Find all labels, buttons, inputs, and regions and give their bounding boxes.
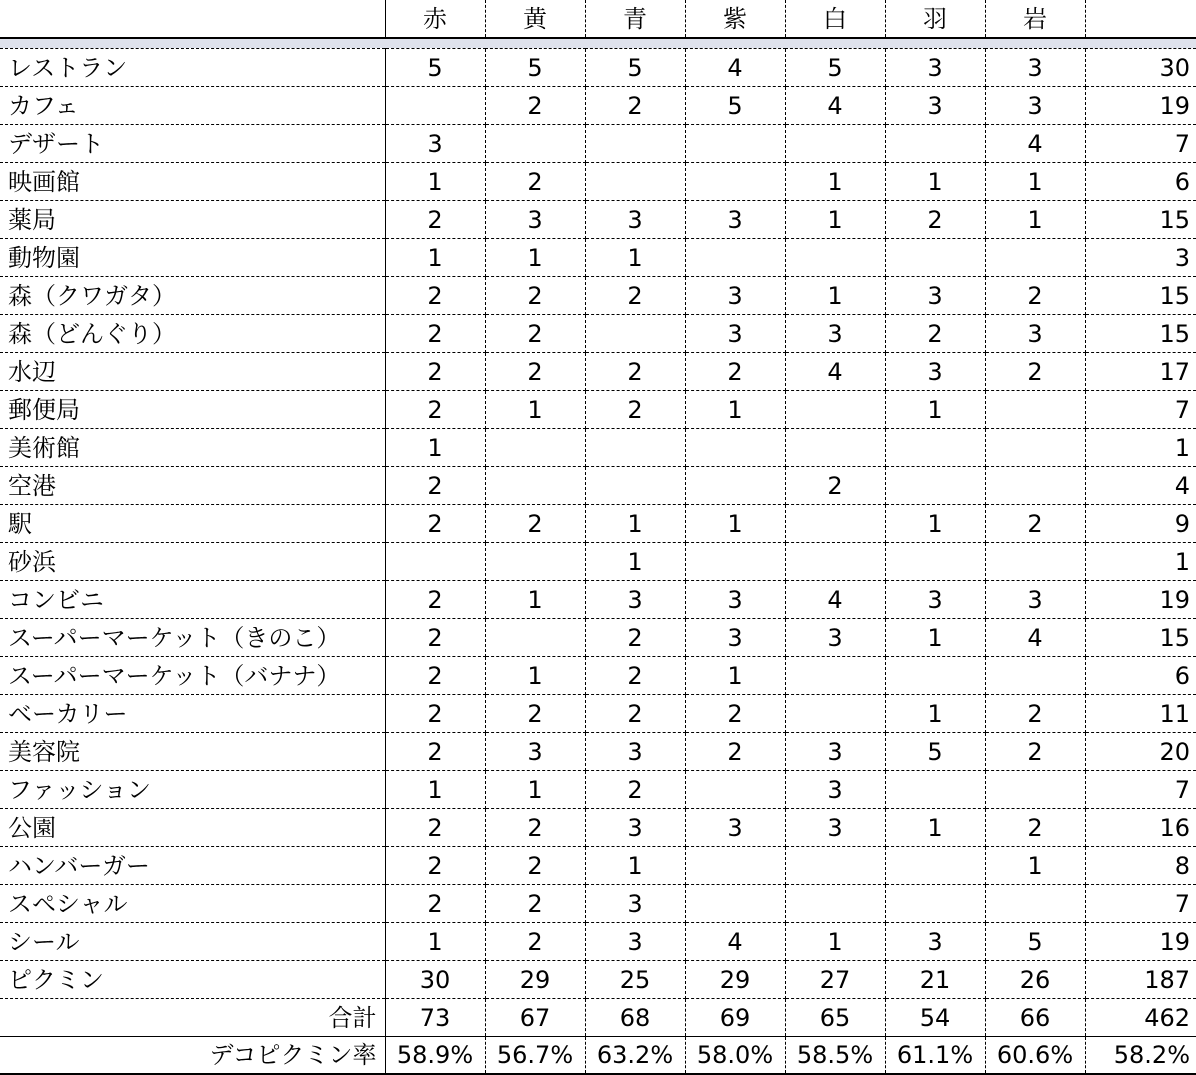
- row-label: 公園: [0, 809, 385, 847]
- value-cell: [985, 429, 1085, 467]
- value-cell: 2: [485, 315, 585, 353]
- row-total: 6: [1085, 657, 1196, 695]
- value-cell: 5: [985, 923, 1085, 961]
- value-cell: 2: [585, 619, 685, 657]
- value-cell: 1: [685, 657, 785, 695]
- table-row: [0, 277, 1196, 315]
- value-cell: [685, 163, 785, 201]
- row-label: 美容院: [0, 733, 385, 771]
- value-cell: 2: [985, 353, 1085, 391]
- value-cell: 2: [485, 885, 585, 923]
- value-cell: 3: [785, 771, 885, 809]
- value-cell: 27: [785, 961, 885, 999]
- row-total: 17: [1085, 353, 1196, 391]
- row-label: レストラン: [0, 49, 385, 87]
- value-cell: [785, 505, 885, 543]
- value-cell: 2: [385, 809, 485, 847]
- value-cell: 2: [585, 657, 685, 695]
- value-cell: 2: [985, 505, 1085, 543]
- value-cell: 5: [785, 49, 885, 87]
- value-cell: 1: [485, 239, 585, 277]
- header-divider: [0, 38, 1196, 49]
- value-cell: [985, 239, 1085, 277]
- value-cell: [485, 619, 585, 657]
- value-cell: 2: [585, 277, 685, 315]
- value-cell: 3: [885, 923, 985, 961]
- value-cell: [685, 847, 785, 885]
- value-cell: [685, 885, 785, 923]
- header-label-cell: [0, 0, 385, 38]
- value-cell: 2: [985, 277, 1085, 315]
- value-cell: 2: [385, 467, 485, 505]
- value-cell: [885, 657, 985, 695]
- value-cell: [485, 125, 585, 163]
- table-row: [0, 619, 1196, 657]
- value-cell: [885, 771, 985, 809]
- value-cell: [985, 467, 1085, 505]
- row-label: デザート: [0, 125, 385, 163]
- row-total: 19: [1085, 87, 1196, 125]
- row-label: 駅: [0, 505, 385, 543]
- value-cell: 1: [585, 543, 685, 581]
- value-cell: 5: [585, 49, 685, 87]
- row-label: コンビニ: [0, 581, 385, 619]
- value-cell: 1: [985, 163, 1085, 201]
- value-cell: [785, 391, 885, 429]
- value-cell: [885, 429, 985, 467]
- header-column: 白: [785, 0, 885, 38]
- value-cell: 4: [785, 581, 885, 619]
- value-cell: 65: [785, 999, 885, 1037]
- value-cell: 5: [885, 733, 985, 771]
- table-row: [0, 809, 1196, 847]
- value-cell: 29: [485, 961, 585, 999]
- value-cell: [885, 543, 985, 581]
- row-total: 16: [1085, 809, 1196, 847]
- row-label: 空港: [0, 467, 385, 505]
- value-cell: 2: [985, 733, 1085, 771]
- value-cell: 3: [585, 809, 685, 847]
- value-cell: 2: [485, 809, 585, 847]
- row-total: 187: [1085, 961, 1196, 999]
- value-cell: [785, 847, 885, 885]
- table-row: [0, 847, 1196, 885]
- table-row: [0, 657, 1196, 695]
- value-cell: 4: [785, 353, 885, 391]
- value-cell: 1: [985, 847, 1085, 885]
- value-cell: [785, 543, 885, 581]
- sum-row: [0, 999, 1196, 1037]
- divider-band: [0, 38, 1196, 49]
- table-row: [0, 543, 1196, 581]
- row-total: 19: [1085, 923, 1196, 961]
- value-cell: 3: [885, 87, 985, 125]
- value-cell: 2: [385, 505, 485, 543]
- table-row: [0, 885, 1196, 923]
- value-cell: 63.2%: [585, 1037, 685, 1075]
- table-row: [0, 201, 1196, 239]
- value-cell: 58.0%: [685, 1037, 785, 1075]
- value-cell: 3: [685, 201, 785, 239]
- row-label: 森（クワガタ）: [0, 277, 385, 315]
- row-total: 20: [1085, 733, 1196, 771]
- table-row: [0, 391, 1196, 429]
- value-cell: 1: [885, 505, 985, 543]
- value-cell: [985, 391, 1085, 429]
- table-row: [0, 163, 1196, 201]
- value-cell: 5: [485, 49, 585, 87]
- table-header: [0, 0, 1196, 38]
- header-total-cell: [1085, 0, 1196, 38]
- value-cell: 1: [885, 695, 985, 733]
- value-cell: 29: [685, 961, 785, 999]
- value-cell: [785, 429, 885, 467]
- value-cell: 73: [385, 999, 485, 1037]
- value-cell: 2: [885, 315, 985, 353]
- table-row: [0, 467, 1196, 505]
- value-cell: 3: [485, 201, 585, 239]
- value-cell: 2: [685, 733, 785, 771]
- row-label: 合計: [0, 999, 385, 1037]
- value-cell: 2: [685, 695, 785, 733]
- value-cell: 1: [785, 201, 885, 239]
- value-cell: 2: [385, 315, 485, 353]
- value-cell: 3: [685, 315, 785, 353]
- value-cell: [585, 163, 685, 201]
- value-cell: 3: [785, 733, 885, 771]
- value-cell: 58.9%: [385, 1037, 485, 1075]
- value-cell: 61.1%: [885, 1037, 985, 1075]
- value-cell: 3: [585, 885, 685, 923]
- row-label: 映画館: [0, 163, 385, 201]
- row-total: 11: [1085, 695, 1196, 733]
- value-cell: 1: [485, 657, 585, 695]
- value-cell: 4: [985, 619, 1085, 657]
- value-cell: [685, 429, 785, 467]
- row-total: 462: [1085, 999, 1196, 1037]
- table-row: [0, 505, 1196, 543]
- table-row: [0, 923, 1196, 961]
- value-cell: [385, 543, 485, 581]
- row-label: デコピクミン率: [0, 1037, 385, 1075]
- row-total: 3: [1085, 239, 1196, 277]
- value-cell: 2: [485, 695, 585, 733]
- table-row: [0, 961, 1196, 999]
- value-cell: 3: [985, 581, 1085, 619]
- value-cell: 4: [985, 125, 1085, 163]
- row-label: スペシャル: [0, 885, 385, 923]
- row-total: 7: [1085, 885, 1196, 923]
- value-cell: 3: [585, 733, 685, 771]
- header-column: 青: [585, 0, 685, 38]
- value-cell: [685, 239, 785, 277]
- value-cell: 1: [485, 581, 585, 619]
- value-cell: 3: [685, 619, 785, 657]
- row-total: 58.2%: [1085, 1037, 1196, 1075]
- value-cell: 3: [785, 619, 885, 657]
- value-cell: 2: [585, 391, 685, 429]
- value-cell: 30: [385, 961, 485, 999]
- row-label: 薬局: [0, 201, 385, 239]
- value-cell: 1: [385, 239, 485, 277]
- row-total: 30: [1085, 49, 1196, 87]
- value-cell: 3: [585, 201, 685, 239]
- value-cell: [885, 467, 985, 505]
- value-cell: 3: [785, 809, 885, 847]
- value-cell: 3: [985, 87, 1085, 125]
- value-cell: [985, 771, 1085, 809]
- header-column: 岩: [985, 0, 1085, 38]
- value-cell: 69: [685, 999, 785, 1037]
- value-cell: [685, 543, 785, 581]
- header-column: 黄: [485, 0, 585, 38]
- value-cell: 2: [585, 771, 685, 809]
- value-cell: 1: [385, 771, 485, 809]
- table-row: [0, 353, 1196, 391]
- value-cell: [485, 467, 585, 505]
- value-cell: 3: [485, 733, 585, 771]
- row-label: 美術館: [0, 429, 385, 467]
- table-row: [0, 87, 1196, 125]
- value-cell: 1: [885, 391, 985, 429]
- value-cell: 21: [885, 961, 985, 999]
- value-cell: [885, 125, 985, 163]
- value-cell: 2: [585, 695, 685, 733]
- value-cell: [785, 885, 885, 923]
- value-cell: 2: [985, 695, 1085, 733]
- row-total: 6: [1085, 163, 1196, 201]
- value-cell: 2: [985, 809, 1085, 847]
- value-cell: 3: [885, 49, 985, 87]
- value-cell: [585, 125, 685, 163]
- value-cell: 4: [785, 87, 885, 125]
- value-cell: 1: [385, 923, 485, 961]
- value-cell: [585, 429, 685, 467]
- value-cell: 3: [885, 277, 985, 315]
- value-cell: 1: [885, 809, 985, 847]
- row-total: 7: [1085, 391, 1196, 429]
- row-total: 4: [1085, 467, 1196, 505]
- value-cell: 3: [585, 581, 685, 619]
- value-cell: 4: [685, 49, 785, 87]
- row-label: 動物園: [0, 239, 385, 277]
- value-cell: 1: [485, 771, 585, 809]
- value-cell: 2: [385, 695, 485, 733]
- value-cell: 2: [385, 581, 485, 619]
- value-cell: 2: [385, 391, 485, 429]
- row-total: 19: [1085, 581, 1196, 619]
- value-cell: 1: [885, 619, 985, 657]
- value-cell: [385, 87, 485, 125]
- table-row: [0, 695, 1196, 733]
- value-cell: 66: [985, 999, 1085, 1037]
- header-column: 羽: [885, 0, 985, 38]
- value-cell: 1: [585, 505, 685, 543]
- value-cell: 2: [385, 847, 485, 885]
- value-cell: 2: [585, 353, 685, 391]
- row-label: ピクミン: [0, 961, 385, 999]
- value-cell: 1: [385, 163, 485, 201]
- value-cell: 67: [485, 999, 585, 1037]
- value-cell: 3: [685, 809, 785, 847]
- value-cell: 2: [385, 733, 485, 771]
- value-cell: 56.7%: [485, 1037, 585, 1075]
- table-row: [0, 125, 1196, 163]
- value-cell: 5: [385, 49, 485, 87]
- value-cell: [885, 847, 985, 885]
- table-body: [0, 49, 1196, 1075]
- value-cell: 2: [485, 847, 585, 885]
- value-cell: 2: [485, 505, 585, 543]
- value-cell: [685, 125, 785, 163]
- value-cell: 2: [385, 277, 485, 315]
- value-cell: 3: [785, 315, 885, 353]
- row-label: カフェ: [0, 87, 385, 125]
- header-row: [0, 0, 1196, 38]
- value-cell: [585, 315, 685, 353]
- row-total: 8: [1085, 847, 1196, 885]
- value-cell: [785, 125, 885, 163]
- value-cell: [885, 885, 985, 923]
- header-column: 紫: [685, 0, 785, 38]
- row-label: ファッション: [0, 771, 385, 809]
- row-total: 7: [1085, 125, 1196, 163]
- value-cell: 3: [685, 277, 785, 315]
- value-cell: 1: [885, 163, 985, 201]
- row-label: 水辺: [0, 353, 385, 391]
- value-cell: 3: [985, 49, 1085, 87]
- row-label: ベーカリー: [0, 695, 385, 733]
- row-label: 砂浜: [0, 543, 385, 581]
- row-label: シール: [0, 923, 385, 961]
- value-cell: [585, 467, 685, 505]
- value-cell: 68: [585, 999, 685, 1037]
- value-cell: 54: [885, 999, 985, 1037]
- table-row: [0, 429, 1196, 467]
- value-cell: [485, 543, 585, 581]
- value-cell: 3: [385, 125, 485, 163]
- value-cell: 4: [685, 923, 785, 961]
- row-label: スーパーマーケット（きのこ）: [0, 619, 385, 657]
- value-cell: [685, 771, 785, 809]
- value-cell: 3: [585, 923, 685, 961]
- value-cell: [785, 657, 885, 695]
- row-total: 9: [1085, 505, 1196, 543]
- value-cell: [885, 239, 985, 277]
- value-cell: 1: [685, 391, 785, 429]
- row-label: スーパーマーケット（バナナ）: [0, 657, 385, 695]
- row-total: 15: [1085, 619, 1196, 657]
- value-cell: [985, 657, 1085, 695]
- row-label: 郵便局: [0, 391, 385, 429]
- value-cell: 3: [685, 581, 785, 619]
- value-cell: 1: [685, 505, 785, 543]
- value-cell: 2: [385, 885, 485, 923]
- value-cell: 2: [485, 923, 585, 961]
- row-total: 15: [1085, 315, 1196, 353]
- value-cell: 2: [385, 353, 485, 391]
- row-total: 15: [1085, 201, 1196, 239]
- value-cell: 2: [485, 87, 585, 125]
- value-cell: 2: [485, 353, 585, 391]
- value-cell: 1: [785, 923, 885, 961]
- value-cell: 5: [685, 87, 785, 125]
- value-cell: 2: [785, 467, 885, 505]
- value-cell: 1: [785, 163, 885, 201]
- value-cell: 2: [885, 201, 985, 239]
- value-cell: 2: [585, 87, 685, 125]
- value-cell: 26: [985, 961, 1085, 999]
- value-cell: 3: [885, 581, 985, 619]
- value-cell: 2: [485, 277, 585, 315]
- value-cell: [785, 695, 885, 733]
- rate-row: [0, 1037, 1196, 1075]
- value-cell: 58.5%: [785, 1037, 885, 1075]
- value-cell: [985, 885, 1085, 923]
- value-cell: 2: [485, 163, 585, 201]
- value-cell: 25: [585, 961, 685, 999]
- row-total: 15: [1085, 277, 1196, 315]
- table-row: [0, 733, 1196, 771]
- value-cell: 1: [385, 429, 485, 467]
- value-cell: 60.6%: [985, 1037, 1085, 1075]
- value-cell: 1: [785, 277, 885, 315]
- value-cell: 2: [385, 201, 485, 239]
- table-row: [0, 581, 1196, 619]
- row-total: 1: [1085, 429, 1196, 467]
- row-total: 1: [1085, 543, 1196, 581]
- header-column: 赤: [385, 0, 485, 38]
- value-cell: 2: [685, 353, 785, 391]
- table-row: [0, 239, 1196, 277]
- table-row: [0, 315, 1196, 353]
- row-total: 7: [1085, 771, 1196, 809]
- value-cell: 1: [985, 201, 1085, 239]
- value-cell: 1: [585, 239, 685, 277]
- value-cell: 2: [385, 619, 485, 657]
- value-cell: 3: [985, 315, 1085, 353]
- row-label: ハンバーガー: [0, 847, 385, 885]
- table-row: [0, 49, 1196, 87]
- table-row: [0, 771, 1196, 809]
- value-cell: 1: [485, 391, 585, 429]
- value-cell: [485, 429, 585, 467]
- value-cell: [985, 543, 1085, 581]
- value-cell: 3: [885, 353, 985, 391]
- row-label: 森（どんぐり）: [0, 315, 385, 353]
- value-cell: 1: [585, 847, 685, 885]
- value-cell: 2: [385, 657, 485, 695]
- value-cell: [785, 239, 885, 277]
- value-cell: [685, 467, 785, 505]
